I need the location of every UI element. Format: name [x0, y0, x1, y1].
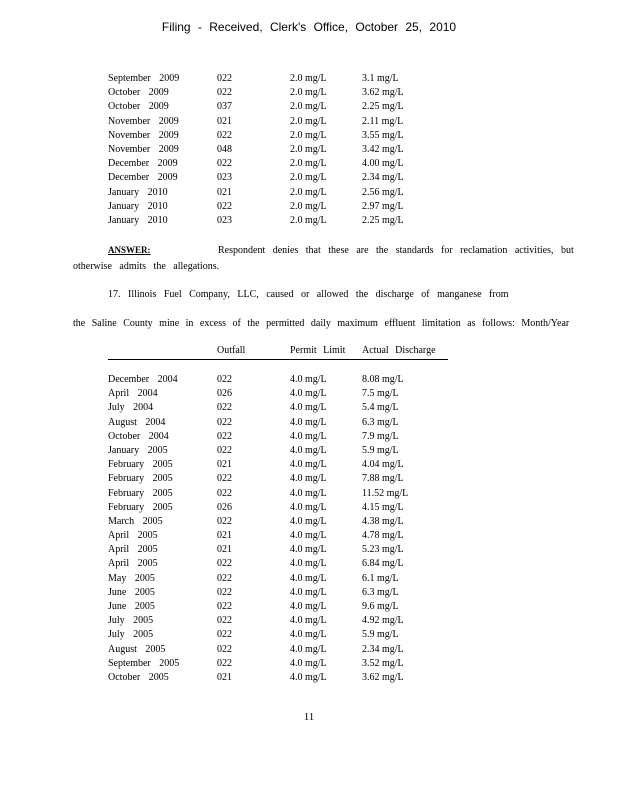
- outfall-cell: 023: [217, 172, 232, 184]
- actual-discharge-cell: 7.9 mg/L: [362, 430, 399, 442]
- outfall-cell: 022: [217, 515, 232, 527]
- month-year-cell: July 2005: [108, 629, 154, 641]
- month-year-cell: April 2004: [108, 388, 158, 400]
- outfall-cell: 022: [217, 558, 232, 570]
- permit-limit-cell: 2.0 mg/L: [290, 101, 327, 113]
- outfall-cell: 022: [217, 615, 232, 627]
- permit-limit-cell: 2.0 mg/L: [290, 186, 327, 198]
- actual-discharge-cell: 3.52 mg/L: [362, 657, 404, 669]
- answer-line-1: Respondent denies that these are the standards for reclamation activities, but: [218, 245, 574, 256]
- outfall-cell: 021: [217, 459, 232, 471]
- month-year-cell: September 2005: [108, 657, 180, 669]
- paragraph-17-line-1: 17. Illinois Fuel Company, LLC, caused or allowed the discharge of manganese from: [108, 289, 509, 300]
- actual-discharge-cell: 3.42 mg/L: [362, 143, 404, 155]
- month-year-cell: April 2005: [108, 530, 158, 542]
- outfall-cell: 022: [217, 572, 232, 584]
- outfall-cell: 048: [217, 143, 232, 155]
- permit-limit-cell: 2.0 mg/L: [290, 87, 327, 99]
- permit-limit-cell: 2.0 mg/L: [290, 143, 327, 155]
- month-year-cell: January 2010: [108, 200, 168, 212]
- permit-limit-cell: 4.0 mg/L: [290, 629, 327, 641]
- permit-limit-cell: 4.0 mg/L: [290, 643, 327, 655]
- page-number: 11: [303, 711, 315, 723]
- actual-discharge-cell: 7.5 mg/L: [362, 388, 399, 400]
- month-year-cell: February 2005: [108, 459, 173, 471]
- month-year-cell: October 2005: [108, 671, 169, 683]
- actual-discharge-cell: 11.52 mg/L: [362, 487, 409, 499]
- actual-discharge-cell: 6.1 mg/L: [362, 572, 399, 584]
- actual-discharge-cell: 4.04 mg/L: [362, 459, 404, 471]
- permit-limit-cell: 4.0 mg/L: [290, 444, 327, 456]
- actual-discharge-header: Actual Discharge: [362, 345, 436, 356]
- outfall-cell: 022: [217, 657, 232, 669]
- table-2-header: [108, 345, 448, 360]
- outfall-cell: 022: [217, 374, 232, 385]
- actual-discharge-cell: 5.23 mg/L: [362, 544, 404, 556]
- month-year-cell: June 2005: [108, 586, 155, 598]
- month-year-cell: October 2004: [108, 430, 169, 442]
- outfall-cell: 022: [217, 629, 232, 641]
- actual-discharge-cell: 6.84 mg/L: [362, 558, 404, 570]
- outfall-cell: 022: [217, 73, 232, 84]
- outfall-cell: 021: [217, 186, 232, 198]
- outfall-cell: 023: [217, 214, 232, 226]
- permit-limit-cell: 2.0 mg/L: [290, 158, 327, 170]
- actual-discharge-cell: 9.6 mg/L: [362, 601, 399, 612]
- actual-discharge-cell: 2.34 mg/L: [362, 172, 404, 184]
- month-year-cell: October 2009: [108, 101, 169, 113]
- actual-discharge-cell: 4.38 mg/L: [362, 515, 404, 527]
- permit-limit-cell: 2.0 mg/L: [290, 115, 327, 127]
- filing-header: Filing - Received, Clerk's Office, October 25, 2010: [161, 20, 457, 34]
- outfall-cell: 022: [217, 87, 232, 99]
- actual-discharge-cell: 4.92 mg/L: [362, 615, 404, 627]
- month-year-cell: December 2009: [108, 158, 178, 170]
- month-year-cell: January 2005: [108, 444, 168, 456]
- permit-limit-header: Permit Limit: [290, 345, 346, 356]
- outfall-cell: 022: [217, 601, 232, 612]
- outfall-cell: 022: [217, 444, 232, 456]
- month-year-cell: February 2005: [108, 473, 173, 485]
- outfall-cell: 021: [217, 115, 232, 127]
- month-year-cell: April 2005: [108, 558, 158, 570]
- outfall-header: Outfall: [217, 345, 246, 356]
- month-year-cell: February 2005: [108, 487, 173, 499]
- month-year-cell: December 2004: [108, 374, 178, 385]
- permit-limit-cell: 4.0 mg/L: [290, 530, 327, 542]
- month-year-cell: October 2009: [108, 87, 169, 99]
- outfall-cell: 022: [217, 586, 232, 598]
- permit-limit-cell: 2.0 mg/L: [290, 200, 327, 212]
- actual-discharge-cell: 6.3 mg/L: [362, 586, 399, 598]
- actual-discharge-cell: 3.62 mg/L: [362, 671, 404, 683]
- permit-limit-cell: 4.0 mg/L: [290, 374, 327, 385]
- actual-discharge-cell: 3.62 mg/L: [362, 87, 404, 99]
- permit-limit-cell: 4.0 mg/L: [290, 473, 327, 485]
- month-year-cell: November 2009: [108, 143, 179, 155]
- outfall-cell: 022: [217, 158, 232, 170]
- outfall-cell: 022: [217, 416, 232, 428]
- actual-discharge-cell: 2.97 mg/L: [362, 200, 404, 212]
- answer-line-2: otherwise admits the allegations.: [73, 261, 220, 272]
- actual-discharge-cell: 5.9 mg/L: [362, 444, 399, 456]
- month-year-cell: August 2004: [108, 416, 166, 428]
- outfall-cell: 022: [217, 487, 232, 499]
- permit-limit-cell: 2.0 mg/L: [290, 73, 327, 84]
- permit-limit-cell: 4.0 mg/L: [290, 572, 327, 584]
- outfall-cell: 022: [217, 430, 232, 442]
- month-year-cell: June 2005: [108, 601, 155, 612]
- actual-discharge-cell: 8.08 mg/L: [362, 374, 404, 385]
- permit-limit-cell: 2.0 mg/L: [290, 214, 327, 226]
- permit-limit-cell: 4.0 mg/L: [290, 515, 327, 527]
- outfall-cell: 022: [217, 473, 232, 485]
- month-year-cell: May 2005: [108, 572, 155, 584]
- actual-discharge-cell: 2.25 mg/L: [362, 214, 404, 226]
- outfall-cell: 021: [217, 544, 232, 556]
- actual-discharge-cell: 2.34 mg/L: [362, 643, 404, 655]
- outfall-cell: 022: [217, 643, 232, 655]
- answer-label: ANSWER:: [108, 245, 151, 255]
- permit-limit-cell: 4.0 mg/L: [290, 430, 327, 442]
- actual-discharge-cell: 7.88 mg/L: [362, 473, 404, 485]
- month-year-cell: November 2009: [108, 129, 179, 141]
- outfall-cell: 022: [217, 129, 232, 141]
- actual-discharge-cell: 3.1 mg/L: [362, 73, 399, 84]
- month-year-cell: July 2005: [108, 615, 154, 627]
- month-year-cell: March 2005: [108, 515, 163, 527]
- outfall-cell: 026: [217, 388, 232, 400]
- permit-limit-cell: 4.0 mg/L: [290, 501, 327, 513]
- permit-limit-cell: 4.0 mg/L: [290, 402, 327, 414]
- outfall-cell: 022: [217, 200, 232, 212]
- month-year-cell: February 2005: [108, 501, 173, 513]
- permit-limit-cell: 2.0 mg/L: [290, 129, 327, 141]
- outfall-cell: 022: [217, 402, 232, 414]
- permit-limit-cell: 4.0 mg/L: [290, 459, 327, 471]
- actual-discharge-cell: 5.4 mg/L: [362, 402, 399, 414]
- outfall-cell: 021: [217, 671, 232, 683]
- actual-discharge-cell: 3.55 mg/L: [362, 129, 404, 141]
- answer-paragraph: [108, 245, 574, 256]
- month-year-cell: September 2009: [108, 73, 180, 84]
- outfall-cell: 037: [217, 101, 232, 113]
- month-year-cell: January 2010: [108, 214, 168, 226]
- permit-limit-cell: 4.0 mg/L: [290, 657, 327, 669]
- actual-discharge-cell: 6.3 mg/L: [362, 416, 399, 428]
- permit-limit-cell: 4.0 mg/L: [290, 601, 327, 612]
- month-year-cell: August 2005: [108, 643, 166, 655]
- outfall-cell: 021: [217, 530, 232, 542]
- actual-discharge-cell: 4.00 mg/L: [362, 158, 404, 170]
- actual-discharge-cell: 2.25 mg/L: [362, 101, 404, 113]
- permit-limit-cell: 2.0 mg/L: [290, 172, 327, 184]
- permit-limit-cell: 4.0 mg/L: [290, 586, 327, 598]
- permit-limit-cell: 4.0 mg/L: [290, 487, 327, 499]
- actual-discharge-cell: 4.15 mg/L: [362, 501, 404, 513]
- permit-limit-cell: 4.0 mg/L: [290, 558, 327, 570]
- month-year-cell: November 2009: [108, 115, 179, 127]
- actual-discharge-cell: 5.9 mg/L: [362, 629, 399, 641]
- month-year-cell: July 2004: [108, 402, 154, 414]
- permit-limit-cell: 4.0 mg/L: [290, 615, 327, 627]
- permit-limit-cell: 4.0 mg/L: [290, 388, 327, 400]
- actual-discharge-cell: 2.56 mg/L: [362, 186, 404, 198]
- month-year-cell: April 2005: [108, 544, 158, 556]
- actual-discharge-cell: 4.78 mg/L: [362, 530, 404, 542]
- permit-limit-cell: 4.0 mg/L: [290, 544, 327, 556]
- paragraph-17-line-2: the Saline County mine in excess of the permitted daily maximum effluent limitation as follows: Month/Year: [73, 318, 570, 329]
- outfall-cell: 026: [217, 501, 232, 513]
- permit-limit-cell: 4.0 mg/L: [290, 671, 327, 683]
- month-year-cell: January 2010: [108, 186, 168, 198]
- permit-limit-cell: 4.0 mg/L: [290, 416, 327, 428]
- actual-discharge-cell: 2.11 mg/L: [362, 115, 404, 127]
- month-year-cell: December 2009: [108, 172, 178, 184]
